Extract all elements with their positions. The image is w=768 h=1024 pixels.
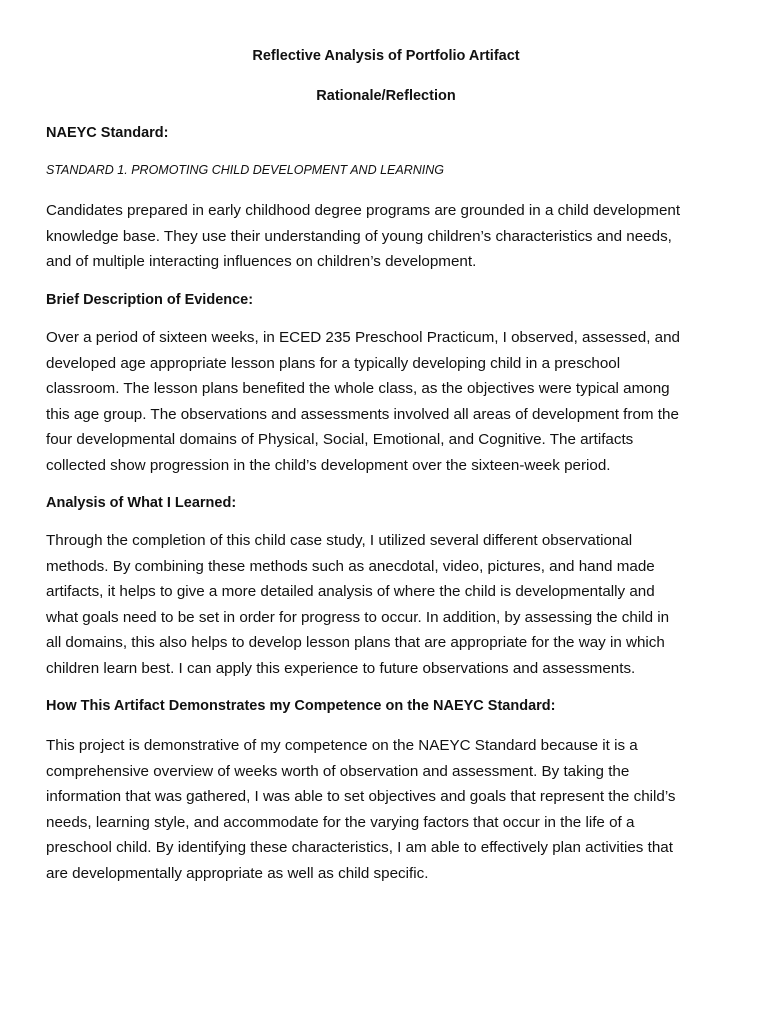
text-line: what goals need to be set in order for progress to occur. In addition, by assessing the child in xyxy=(46,608,670,626)
document-title: Reflective Analysis of Portfolio Artifact xyxy=(252,48,520,64)
text-line: Through the completion of this child case study, I utilized several different observational xyxy=(46,532,633,549)
text-line: developed age appropriate lesson plans for a typically developing child in a preschool xyxy=(46,354,621,372)
competence-paragraph xyxy=(46,733,726,887)
evidence-paragraph xyxy=(46,325,726,479)
text-line: artifacts, it helps to give a more detailed analysis of where the child is developmentally and xyxy=(46,583,655,601)
text-line: preschool child. By identifying these characteristics, I am able to effectively plan activities that xyxy=(46,839,673,857)
naeyc-standard-heading: NAEYC Standard: xyxy=(46,125,169,141)
text-line: this age group. The observations and assessments involved all areas of development from the xyxy=(46,405,679,423)
standard-label: STANDARD 1. PROMOTING CHILD DEVELOPMENT AND LEARNING xyxy=(46,163,444,177)
evidence-heading: Brief Description of Evidence: xyxy=(46,292,254,308)
text-line: and of multiple interacting influences on children’s development. xyxy=(46,253,477,271)
text-line: This project is demonstrative of my competence on the NAEYC Standard because it is a xyxy=(46,737,638,754)
text-line: collected show progression in the child’s development over the sixteen-week period. xyxy=(46,456,611,474)
text-line: Candidates prepared in early childhood degree programs are grounded in a child development xyxy=(46,202,681,219)
standard-description xyxy=(46,198,726,275)
text-line: four developmental domains of Physical, Social, Emotional, and Cognitive. The artifacts xyxy=(46,431,634,449)
text-line: knowledge base. They use their understanding of young children’s characteristics and needs, xyxy=(46,227,672,245)
text-line: methods. By combining these methods such as anecdotal, video, pictures, and hand made xyxy=(46,557,655,575)
competence-heading: How This Artifact Demonstrates my Competence on the NAEYC Standard: xyxy=(46,698,556,714)
text-line: all domains, this also helps to develop lesson plans that are appropriate for the way in which xyxy=(46,634,665,652)
text-line: Over a period of sixteen weeks, in ECED 235 Preschool Practicum, I observed, assessed, and xyxy=(46,329,680,346)
text-line: comprehensive overview of weeks worth of observation and assessment. By taking the xyxy=(46,762,630,780)
analysis-paragraph xyxy=(46,528,726,682)
text-line: classroom. The lesson plans benefited the whole class, as the objectives were typical among xyxy=(46,380,670,398)
analysis-heading: Analysis of What I Learned: xyxy=(46,495,237,511)
text-line: needs, learning style, and accommodate for the varying factors that occur in the life of a xyxy=(46,813,635,831)
text-line: information that was gathered, I was able to set objectives and goals that represent the child’s xyxy=(46,788,676,806)
text-line: children learn best. I can apply this experience to future observations and assessments. xyxy=(46,659,636,677)
text-line: are developmentally appropriate as well as child specific. xyxy=(46,864,429,882)
document-subtitle: Rationale/Reflection xyxy=(316,88,456,104)
